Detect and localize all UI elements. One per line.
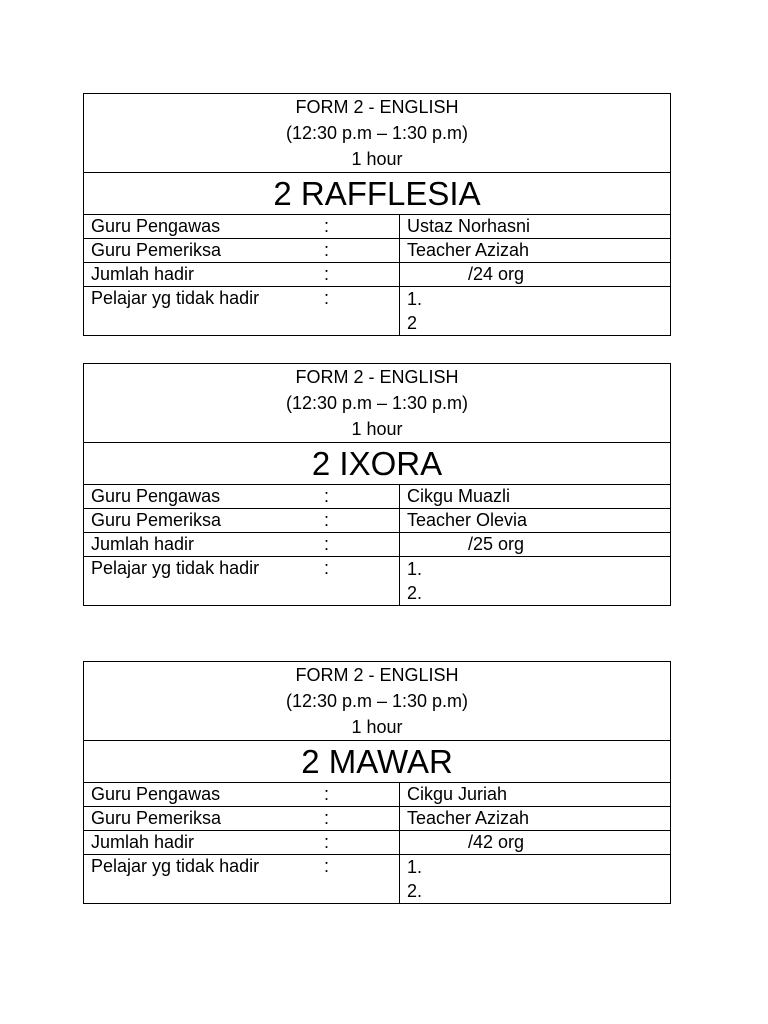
row-colon: : <box>324 486 330 506</box>
absent-item: 2. <box>407 583 423 603</box>
absent-list <box>400 557 671 606</box>
attendance-count: /42 org <box>400 831 671 855</box>
absent-item: 1. <box>407 289 423 309</box>
row-guru-pemeriksa <box>84 239 671 263</box>
row-value: Teacher Azizah <box>400 239 671 263</box>
row-colon: : <box>324 832 330 852</box>
row-colon: : <box>324 216 330 236</box>
row-jumlah-hadir <box>84 831 671 855</box>
form-title: FORM 2 - ENGLISH <box>295 97 459 117</box>
row-value: Cikgu Juriah <box>400 783 671 807</box>
row-label: Guru Pengawas <box>91 486 221 506</box>
absent-item: 1. <box>407 857 423 877</box>
row-label: Guru Pemeriksa <box>91 510 222 530</box>
row-colon: : <box>324 240 330 260</box>
duration: 1 hour <box>351 717 403 737</box>
absent-list <box>400 855 671 904</box>
row-value: Teacher Azizah <box>400 807 671 831</box>
row-jumlah-hadir <box>84 533 671 557</box>
row-jumlah-hadir <box>84 263 671 287</box>
card-header <box>84 662 671 741</box>
row-guru-pengawas <box>84 215 671 239</box>
row-colon: : <box>324 264 330 284</box>
time-range: (12:30 p.m – 1:30 p.m) <box>285 691 469 711</box>
time-range: (12:30 p.m – 1:30 p.m) <box>285 393 469 413</box>
row-guru-pemeriksa <box>84 509 671 533</box>
class-name: 2 MAWAR <box>84 741 671 783</box>
row-value: Ustaz Norhasni <box>400 215 671 239</box>
row-guru-pengawas <box>84 783 671 807</box>
row-value: Cikgu Muazli <box>400 485 671 509</box>
exam-card-ixora <box>83 363 671 606</box>
row-colon: : <box>324 534 330 554</box>
form-title: FORM 2 - ENGLISH <box>295 367 459 387</box>
row-colon: : <box>324 510 330 530</box>
row-absent-students <box>84 287 671 336</box>
row-label: Guru Pengawas <box>91 784 221 804</box>
row-label: Guru Pengawas <box>91 216 221 236</box>
class-name: 2 RAFFLESIA <box>84 173 671 215</box>
row-label: Pelajar yg tidak hadir <box>91 288 260 308</box>
row-label: Jumlah hadir <box>91 832 195 852</box>
class-name: 2 IXORA <box>84 443 671 485</box>
absent-list <box>400 287 671 336</box>
row-absent-students <box>84 557 671 606</box>
attendance-count: /25 org <box>400 533 671 557</box>
row-label: Pelajar yg tidak hadir <box>91 558 260 578</box>
duration: 1 hour <box>351 149 403 169</box>
row-label: Guru Pemeriksa <box>91 808 222 828</box>
attendance-count: /24 org <box>400 263 671 287</box>
absent-item: 1. <box>407 559 423 579</box>
row-absent-students <box>84 855 671 904</box>
row-guru-pemeriksa <box>84 807 671 831</box>
row-value: Teacher Olevia <box>400 509 671 533</box>
card-header <box>84 364 671 443</box>
row-colon: : <box>324 784 330 804</box>
card-header <box>84 94 671 173</box>
absent-item: 2. <box>407 881 423 901</box>
row-colon: : <box>324 808 330 828</box>
time-range: (12:30 p.m – 1:30 p.m) <box>285 123 469 143</box>
duration: 1 hour <box>351 419 403 439</box>
row-colon: : <box>324 288 330 308</box>
row-label: Pelajar yg tidak hadir <box>91 856 260 876</box>
form-title: FORM 2 - ENGLISH <box>295 665 459 685</box>
row-label: Jumlah hadir <box>91 534 195 554</box>
absent-item: 2 <box>407 313 418 333</box>
row-label: Jumlah hadir <box>91 264 195 284</box>
row-colon: : <box>324 856 330 876</box>
row-guru-pengawas <box>84 485 671 509</box>
exam-card-rafflesia <box>83 93 671 336</box>
exam-card-mawar <box>83 661 671 904</box>
row-colon: : <box>324 558 330 578</box>
row-label: Guru Pemeriksa <box>91 240 222 260</box>
